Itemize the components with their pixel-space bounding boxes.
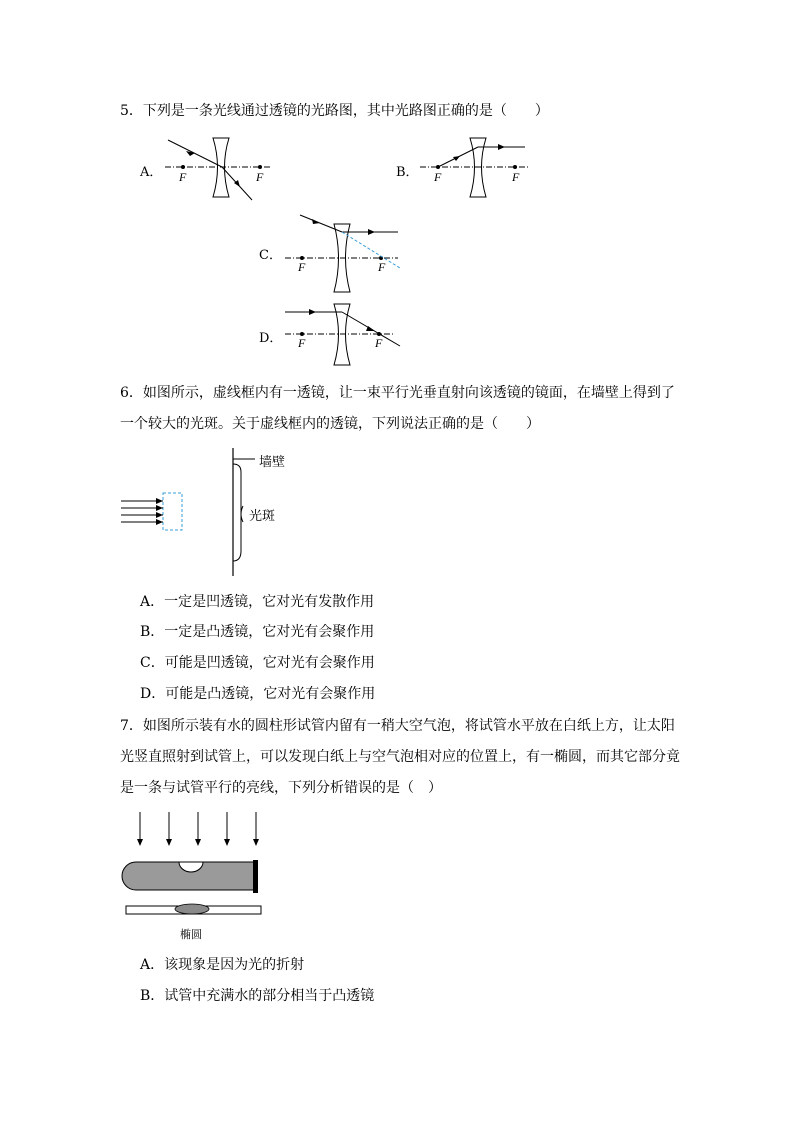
q5-d-focus-left: F <box>298 336 306 350</box>
q5-stem: 5．下列是一条光线通过透镜的光路图，其中光路图正确的是（ ） <box>120 103 549 119</box>
q5-option-c-label: C． <box>259 248 282 263</box>
q6-wall-label: 墙壁 <box>259 454 286 469</box>
q5-figure-c <box>280 210 405 295</box>
q6-option-c: C．可能是凹透镜，它对光有会聚作用 <box>140 655 375 671</box>
q5-c-focus-left: F <box>298 260 306 274</box>
q7-option-a: A．该现象是因为光的折射 <box>140 957 305 973</box>
q5-figure-d <box>280 300 405 370</box>
q5-a-focus-left: F <box>179 170 187 184</box>
q6-stem-line1: 6．如图所示，虚线框内有一透镜，让一束平行光垂直射向该透镜的镜面，在墙壁上得到了 <box>120 385 675 401</box>
q7-option-b: B．试管中充满水的部分相当于凸透镜 <box>140 988 375 1004</box>
q5-option-a-label: A． <box>140 165 163 180</box>
q7-figure <box>118 808 268 923</box>
q5-option-b-label: B． <box>396 165 419 180</box>
q7-stem-line2: 光竖直照射到试管上，可以发现白纸上与空气泡相对应的位置上，有一椭圆，而其它部分竟 <box>120 749 680 765</box>
q5-a-focus-right: F <box>256 170 264 184</box>
q6-option-b: B．一定是凸透镜，它对光有会聚作用 <box>140 624 375 640</box>
q7-stem-line3: 是一条与试管平行的亮线，下列分析错误的是（ ） <box>120 780 442 796</box>
q5-b-focus-left: F <box>434 170 442 184</box>
q6-spot-label: 光斑 <box>249 508 276 523</box>
q6-option-a: A．一定是凹透镜，它对光有发散作用 <box>140 594 375 610</box>
q6-stem-line2: 一个较大的光斑。关于虚线框内的透镜，下列说法正确的是（ ） <box>120 416 540 432</box>
q5-c-focus-right: F <box>378 260 386 274</box>
q7-stem-line1: 7．如图所示装有水的圆柱形试管内留有一稍大空气泡，将试管水平放在白纸上方，让太阳 <box>120 718 675 734</box>
q5-b-focus-right: F <box>512 170 520 184</box>
q5-d-focus-right: F <box>375 336 383 350</box>
q5-option-d-label: D． <box>259 331 283 346</box>
q6-option-d: D．可能是凸透镜，它对光有会聚作用 <box>140 686 376 702</box>
q7-ellipse-label: 椭圆 <box>180 929 202 941</box>
